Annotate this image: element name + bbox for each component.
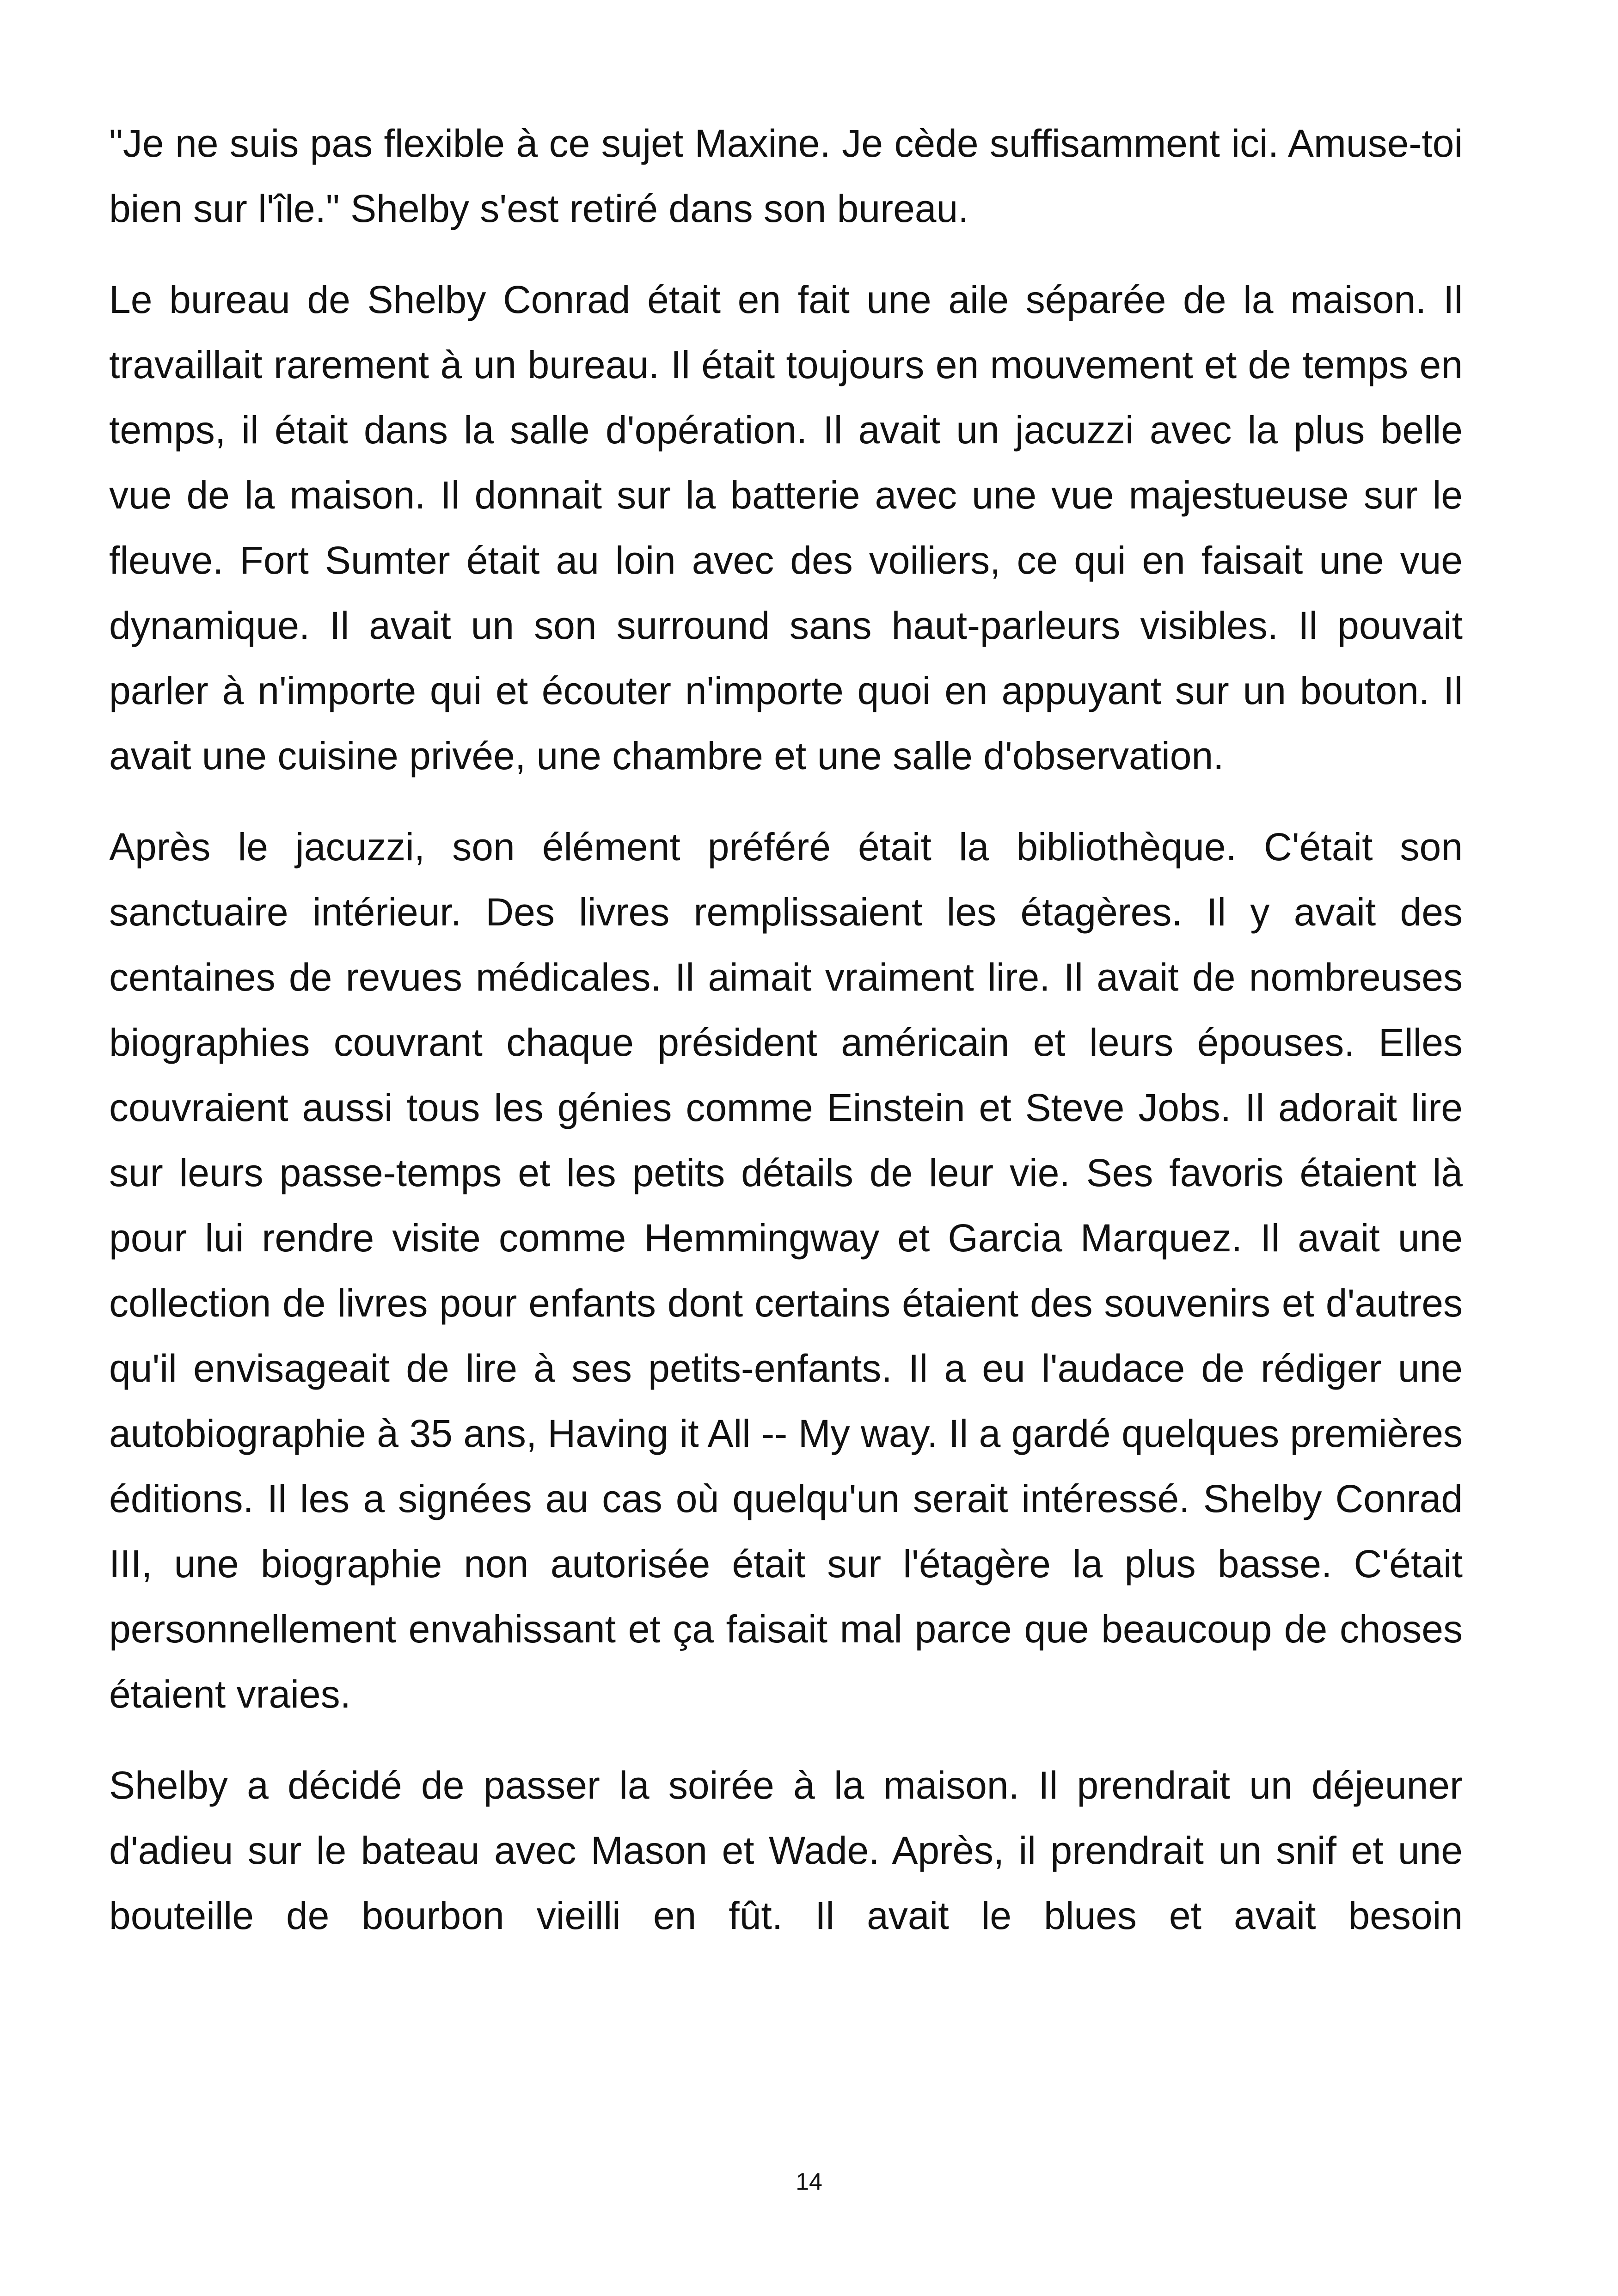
paragraph-2: Le bureau de Shelby Conrad était en fait une aile séparée de la maison. Il travaillait rarement à un bureau. Il était toujours en mouvement et de temps en temps, il était dans la salle d'opération. Il avait un jacuzzi avec la plus belle vue de la maison. Il donnait sur la batterie avec une vue majestueuse sur le fleuve. Fort Sumter était au loin avec des voiliers, ce qui en faisait une vue dynamique. Il avait un son surround sans haut-parleurs visibles. Il pouvait parler à n'importe qui et écouter n'importe quoi en appuyant sur un bouton. Il avait une cuisine privée, une chambre et une salle d'observation. bbox=[109, 278, 1463, 778]
body-text bbox=[109, 111, 1463, 1974]
page-number: 14 bbox=[796, 2168, 822, 2195]
paragraph-4: Shelby a décidé de passer la soirée à la maison. Il prendrait un déjeuner d'adieu sur le bateau avec Mason et Wade. Après, il prendrait un snif et une bouteille de bourbon vieilli en fût. Il avait le blues et avait besoin bbox=[109, 1763, 1463, 1937]
paragraph-3: Après le jacuzzi, son élément préféré était la bibliothèque. C'était son sanctuaire intérieur. Des livres remplissaient les étagères. Il y avait des centaines de revues médicales. Il aimait vraiment lire. Il avait de nombreuses biographies couvrant chaque président américain et leurs épouses. Elles couvraient aussi tous les génies comme Einstein et Steve Jobs. Il adorait lire sur leurs passe-temps et les petits détails de leur vie. Ses favoris étaient là pour lui rendre visite comme Hemmingway et Garcia Marquez. Il avait une collection de livres pour enfants dont certains étaient des souvenirs et d'autres qu'il envisageait de lire à ses petits-enfants. Il a eu l'audace de rédiger une autobiographie à 35 ans, Having it All -- My way. Il a gardé quelques premières éditions. Il les a signées au cas où quelqu'un serait intéressé. Shelby Conrad III, une biographie non autorisée était sur l'étagère la plus basse. C'était personnellement envahissant et ça faisait mal parce que beaucoup de choses étaient vraies. bbox=[109, 825, 1463, 1716]
paragraph-1: "Je ne suis pas flexible à ce sujet Maxine. Je cède suffisamment ici. Amuse-toi bien sur l'île." Shelby s'est retiré dans son bureau. bbox=[109, 122, 1463, 230]
